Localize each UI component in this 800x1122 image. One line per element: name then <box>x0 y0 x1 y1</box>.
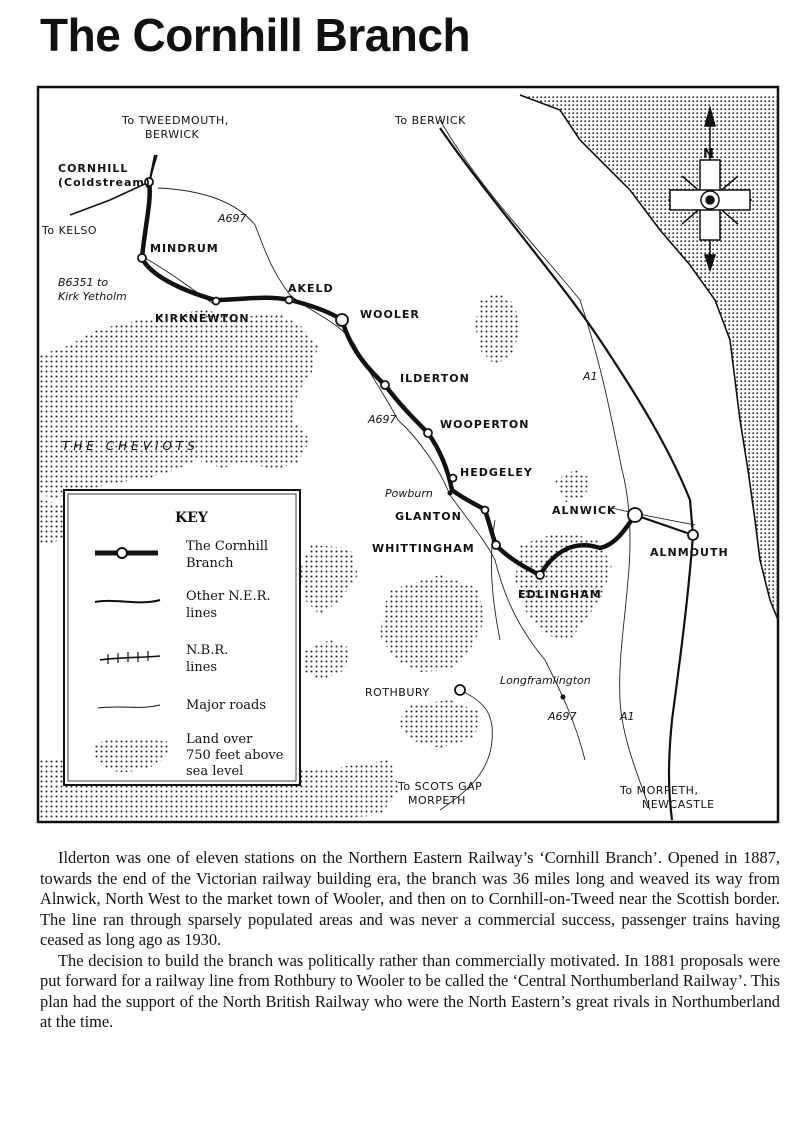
label-morpeth-left: MORPETH <box>408 794 466 807</box>
label-ilderton: ILDERTON <box>400 372 470 385</box>
station-wooler <box>336 314 348 326</box>
label-rothbury: ROTHBURY <box>365 686 430 699</box>
station-akeld <box>286 297 293 304</box>
label-a1-top: A1 <box>583 370 598 383</box>
key-item-ner-line2: lines <box>186 606 218 621</box>
label-a1-bottom: A1 <box>620 710 635 723</box>
label-to-tweedmouth: To TWEEDMOUTH, <box>122 114 229 127</box>
label-powburn: Powburn <box>385 487 433 500</box>
label-kirknewton: KIRKNEWTON <box>155 312 250 325</box>
label-to-scots-gap: To SCOTS GAP <box>398 780 483 793</box>
label-the-cheviots: THE CHEVIOTS <box>62 439 199 453</box>
key-item-branch-line1: The Cornhill <box>186 539 269 554</box>
key-item-roads: Major roads <box>186 698 267 713</box>
key-item-land-line3: sea level <box>186 764 244 779</box>
map-key <box>64 490 300 785</box>
label-a697-bottom: A697 <box>548 710 577 723</box>
key-item-branch-line2: Branch <box>186 556 234 571</box>
key-item-land-line1: Land over <box>186 732 253 747</box>
label-alnwick: ALNWICK <box>552 504 617 517</box>
label-b6351: B6351 to <box>58 276 109 289</box>
station-kirknewton <box>213 298 220 305</box>
label-wooperton: WOOPERTON <box>440 418 530 431</box>
label-alnmouth: ALNMOUTH <box>650 546 729 559</box>
label-hedgeley: HEDGELEY <box>460 466 533 479</box>
station-hedgeley <box>450 475 457 482</box>
powburn-dot <box>448 491 453 496</box>
station-alnwick <box>628 508 642 522</box>
compass-north-label: N <box>703 147 714 162</box>
label-coldstream: (Coldstream) <box>58 176 151 189</box>
key-title: KEY <box>175 510 208 526</box>
label-akeld: AKELD <box>288 282 334 295</box>
station-whittingham <box>492 541 500 549</box>
paragraph-1: Ilderton was one of eleven stations on the Northern Eastern Railway’s ‘Cornhill Branch’. Opened in 1887, towards the end of the Victorian railway building era, the branch was 36 miles long and weaved its way from Alnwick, North West to the market town of Wooler, and then on to Cornhill-on-Tweed near the Scottish border. The line ran through sparsely populated areas and was never a commercial success, passenger trains having ceased as long ago as 1930. <box>40 848 780 949</box>
label-edlingham: EDLINGHAM <box>518 588 602 601</box>
label-wooler: WOOLER <box>360 308 420 321</box>
page-title: The Cornhill Branch <box>40 9 471 61</box>
label-cornhill: CORNHILL <box>58 162 129 175</box>
station-edlingham <box>536 571 544 579</box>
key-item-nbr-line1: N.B.R. <box>186 643 229 658</box>
station-glanton <box>482 507 489 514</box>
station-mindrum <box>138 254 146 262</box>
paragraph-2: The decision to build the branch was politically rather than commercially motivated. In 1881 proposals were put forward for a railway line from Rothbury to Wooler to be called the ‘Central Northumberland Railway’. This plan had the support of the North British Railway who were the North Eastern’s great rivals in Northumberland at the time. <box>40 950 780 1031</box>
station-rothbury <box>455 685 465 695</box>
label-to-berwick: To BERWICK <box>395 114 466 127</box>
key-item-nbr-line2: lines <box>186 660 218 675</box>
label-longframlington: Longframlington <box>500 674 591 687</box>
label-newcastle: NEWCASTLE <box>642 798 715 811</box>
label-a697-mid: A697 <box>368 413 397 426</box>
label-kirk-yetholm: Kirk Yetholm <box>58 290 127 303</box>
label-a697-top: A697 <box>218 212 247 225</box>
label-to-kelso: To KELSO <box>42 224 98 237</box>
station-alnmouth <box>688 530 698 540</box>
label-to-morpeth: To MORPETH, <box>620 784 699 797</box>
key-item-ner-line1: Other N.E.R. <box>186 589 271 604</box>
label-whittingham: WHITTINGHAM <box>372 542 475 555</box>
station-wooperton <box>424 429 432 437</box>
longframlington-dot <box>561 695 566 700</box>
key-item-land-line2: 750 feet above <box>186 748 284 763</box>
label-mindrum: MINDRUM <box>150 242 219 255</box>
label-glanton: GLANTON <box>395 510 462 523</box>
station-ilderton <box>381 381 389 389</box>
body-text <box>40 848 780 1033</box>
label-berwick-top: BERWICK <box>145 128 200 141</box>
